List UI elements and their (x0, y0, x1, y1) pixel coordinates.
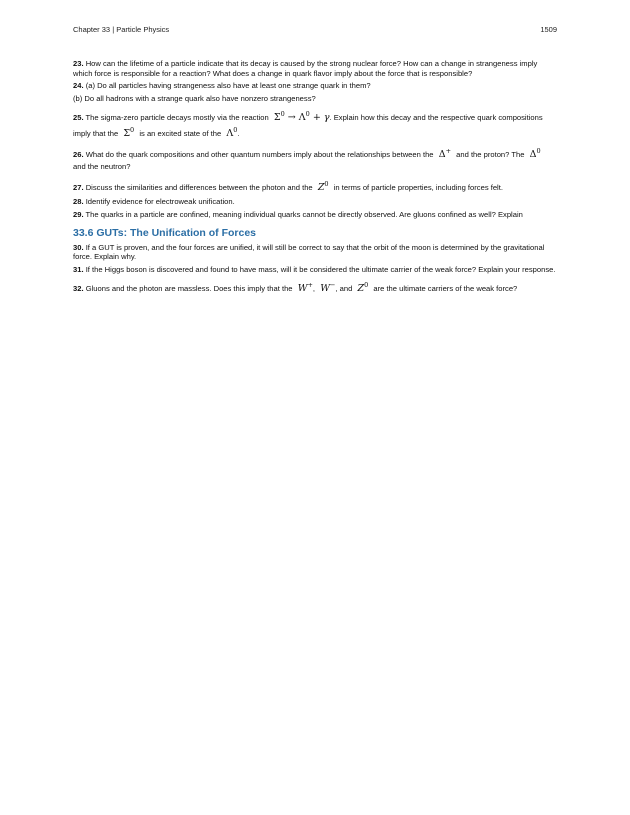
question-30 (73, 243, 557, 262)
question-text: What do the quark compositions and other quantum numbers imply about the relationships between the (85, 150, 434, 160)
question-25: 25. The sigma-zero particle decays mostly via the reaction $\Sigma^0 \to \Lambda^0 + \gamma$. Explain how this decay and the respective quark compositions imply that the $\Sigma^0$ is an excited state of the $\Lambda^0$. (73, 110, 543, 140)
question-text: Gluons and the photon are massless. Does this imply that the (85, 284, 293, 294)
question-number: 26. (73, 150, 84, 160)
question-text: in terms of particle properties, including forces felt. (333, 183, 503, 193)
question-23 (73, 59, 557, 78)
delta-plus-symbol: Δ+ (438, 147, 452, 161)
page-number: 1509 (540, 25, 557, 34)
question-text: Discuss the similarities and differences between the photon and the (85, 183, 313, 193)
w-plus-symbol: W+ (297, 281, 313, 295)
question-26 (73, 145, 557, 173)
chapter-title: Chapter 33 | Particle Physics (73, 25, 170, 34)
sigma-zero-decay-equation: $\Sigma^0 \to \Lambda^0 + \gamma$ (273, 110, 330, 124)
section-heading: 33.6 GUTs: The Unification of Forces (73, 226, 257, 239)
question-number: 30. (73, 242, 84, 252)
question-text: How can the lifetime of a particle indicate that its decay is caused by the strong nuclear force? How can a change in strangeness imply which force is responsible for a reaction? What does a change in quark flavor imply about the force that is responsible? (73, 59, 538, 78)
question-text: and the proton? The (456, 150, 525, 160)
question-24b (73, 94, 557, 104)
z-zero-symbol: $Z^0$ (317, 180, 329, 194)
delta-zero-symbol: $\Delta^0$ (529, 147, 541, 161)
question-28 (73, 197, 557, 207)
question-31 (73, 265, 557, 275)
sigma-zero-symbol: $\Sigma^0$ (123, 126, 135, 140)
question-number: 31. (73, 264, 84, 274)
question-text: If the Higgs boson is discovered and found to have mass, will it be considered the ultimate carrier of the weak force? Explain your response. (85, 264, 556, 274)
question-number: 24. (73, 81, 84, 91)
question-29 (73, 210, 557, 220)
question-text: The sigma-zero particle decays mostly via the reaction (85, 113, 269, 123)
question-text: If a GUT is proven, and the four forces are unified, it will still be correct to say that the orbit of the moon is determined by the gravitational force. Explain why. (73, 242, 545, 262)
question-number: 23. (73, 59, 84, 68)
question-text: Identify evidence for electroweak unification. (85, 197, 235, 207)
lambda-zero-symbol: $\Lambda^0$ (226, 126, 238, 140)
z-zero-symbol: $Z^0$ (357, 281, 369, 295)
question-text: (a) Do all particles having strangeness also have at least one strange quark in them? (85, 81, 371, 91)
page-header (73, 25, 557, 37)
question-text: (b) Do all hadrons with a strange quark also have nonzero strangeness? (73, 93, 316, 103)
question-number: 27. (73, 183, 84, 193)
question-text: is an excited state of the (139, 129, 222, 139)
question-27 (73, 178, 557, 194)
question-text: are the ultimate carriers of the weak force? (373, 284, 518, 294)
question-text: . Explain how this decay and the respective quark compositions imply that the (73, 113, 543, 139)
question-32: 32. Gluons and the photon are massless. Does this imply that the W+, W−, and $Z^0$ are the ultimate carriers of the weak force? (73, 281, 518, 295)
question-number: 25. (73, 113, 84, 123)
page-content (73, 59, 557, 298)
question-number: 29. (73, 209, 84, 219)
question-number: 28. (73, 197, 84, 207)
question-text: and the neutron? (73, 162, 131, 172)
w-minus-symbol: W− (320, 281, 336, 295)
question-number: 32. (73, 284, 84, 294)
question-text: The quarks in a particle are confined, meaning individual quarks cannot be directly observed. Are gluons confined as well? Explain (85, 209, 523, 219)
question-24a (73, 81, 557, 91)
